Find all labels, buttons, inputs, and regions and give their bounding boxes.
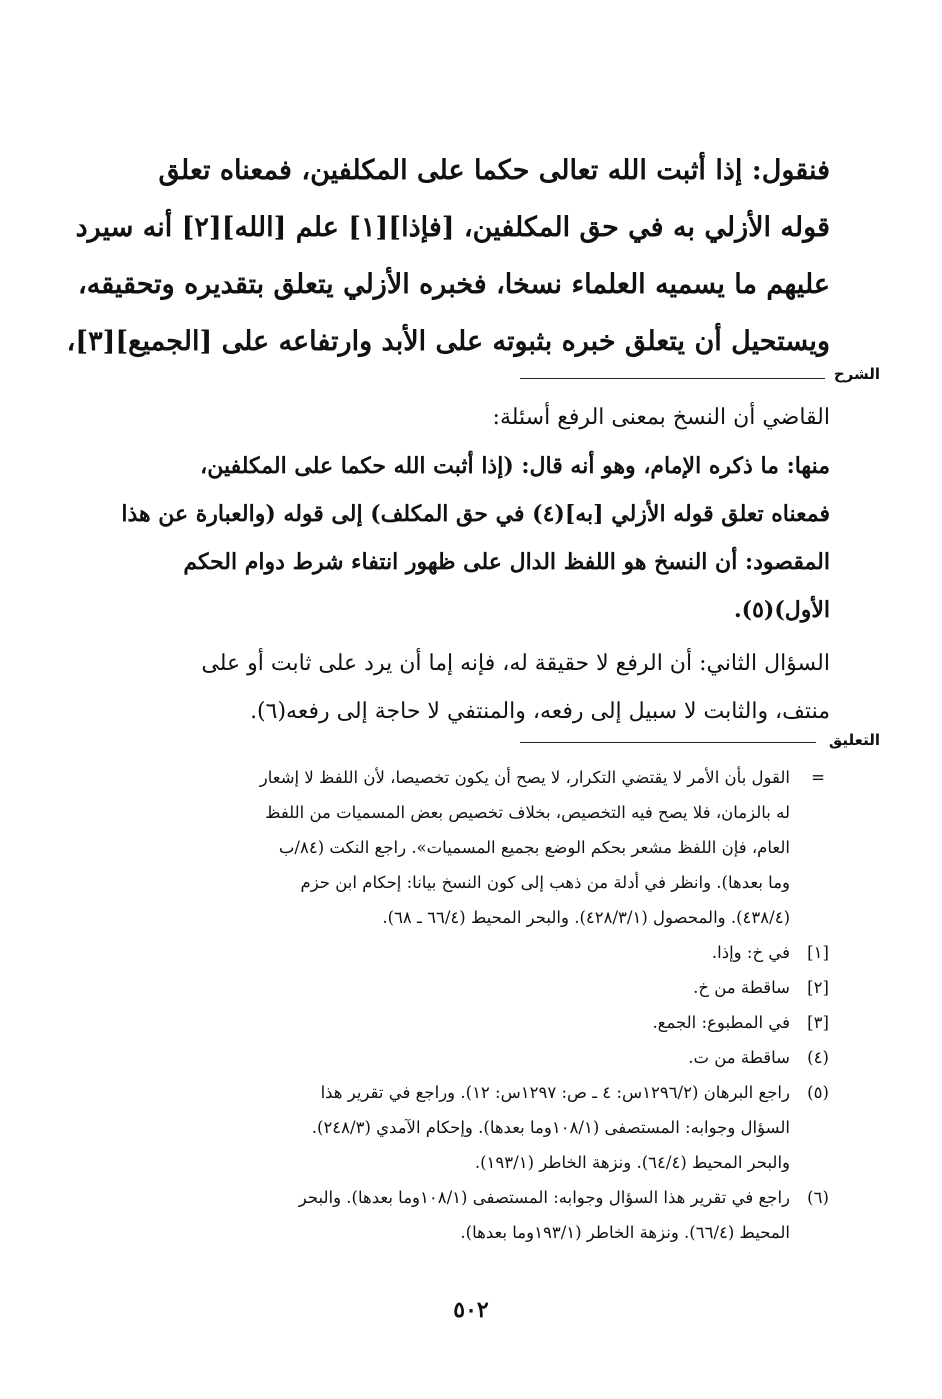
sharh-line: منها: ما ذكره الإمام، وهو أنه قال: (إذا أثبت الله حكما على المكلفين،: [200, 453, 830, 479]
page-number: ٥٠٢: [453, 1297, 489, 1323]
footnote-item: [118, 970, 838, 1005]
taliq-label: التعليق: [828, 731, 880, 749]
sharh-line: منتف، والثابت لا سبيل إلى رفعه، والمنتفي لا حاجة إلى رفعه(٦).: [250, 699, 830, 724]
main-line: فنقول: إذا أثبت الله تعالى حكما على المكلفين، فمعناه تعلق: [158, 155, 830, 186]
footnote-marker: (٤): [807, 1048, 829, 1067]
footnote-line: والبحر المحيط (٦٤/٤). ونزهة الخاطر (١٩٣/١).: [474, 1153, 790, 1172]
footnote-line: العام، فإن اللفظ مشعر بحكم الوضع بجميع المسميات». راجع النكت (٨٤/ب: [278, 838, 790, 857]
footnotes: [118, 760, 838, 1250]
footnote-line: في المطبوع: الجمع.: [652, 1013, 790, 1032]
footnote-line: السؤال وجوابه: المستصفى (١٠٨/١وما بعدها). وإحكام الآمدي (٢٤٨/٣).: [311, 1118, 790, 1137]
footnote-marker: (٦): [807, 1188, 829, 1207]
footnote-item: [118, 1180, 838, 1215]
sharh-line: السؤال الثاني: أن الرفع لا حقيقة له، فإنه إما أن يرد على ثابت أو على: [201, 651, 830, 676]
footnote-marker: [٣]: [807, 1013, 829, 1032]
main-line: قوله الأزلي به في حق المكلفين، [فإذا][١] علم [الله][٢] أنه سيرد: [75, 212, 830, 243]
footnote-marker: [١]: [807, 943, 829, 962]
footnote-line: المحيط (٦٦/٤). ونزهة الخاطر (١٩٣/١وما بعدها).: [460, 1223, 790, 1242]
footnote-line: في خ: وإذا.: [711, 943, 790, 962]
footnote-marker: (٥): [807, 1083, 829, 1102]
footnote-line: (٤٣٨/٤). والمحصول (٤٢٨/٣/١). والبحر المحيط (٦٦/٤ ـ ٦٨).: [382, 908, 790, 927]
footnote-line: وما بعدها). وانظر في أدلة من ذهب إلى كون النسخ بيانا: إحكام ابن حزم: [300, 873, 790, 892]
sharh-line: الأول)(٥).: [734, 597, 830, 623]
footnote-line: راجع في تقرير هذا السؤال وجوابه: المستصفى (١٠٨/١وما بعدها). والبحر: [298, 1188, 790, 1207]
sharh-line: القاضي أن النسخ بمعنى الرفع أسئلة:: [492, 405, 830, 430]
main-line: عليهم ما يسميه العلماء نسخا، فخبره الأزلي يتعلق بتقديره وتحقيقه،: [78, 269, 830, 300]
footnote-line: راجع البرهان (١٢٩٦/٢س: ٤ ـ ص: ١٢٩٧س: ١٢). وراجع في تقرير هذا: [320, 1083, 790, 1102]
main-line: ويستحيل أن يتعلق خبره بثبوته على الأبد وارتفاعه على [الجميع][٣]،: [66, 326, 830, 357]
main-text: [66, 142, 830, 370]
footnote-marker: [٢]: [807, 978, 829, 997]
footnote-item: [118, 935, 838, 970]
footnote-item: [118, 1040, 838, 1075]
footnote-continuation: [118, 760, 838, 795]
footnote-line: القول بأن الأمر لا يقتضي التكرار، لا يصح أن يكون تخصيصا، لأن اللفظ لا إشعار: [259, 768, 790, 787]
sharh-line: فمعناه تعلق قوله الأزلي [به](٤) في حق المكلف) إلى قوله (والعبارة عن هذا: [121, 501, 830, 527]
footnote-line: ساقطة من ت.: [688, 1048, 790, 1067]
sharh-text: [118, 394, 830, 736]
taliq-divider: [520, 742, 816, 743]
sharh-label: الشرح: [833, 365, 880, 383]
footnote-line: له بالزمان، فلا يصح فيه التخصيص، بخلاف تخصيص بعض المسميات من اللفظ: [265, 803, 790, 822]
sharh-line: المقصود: أن النسخ هو اللفظ الدال على ظهور انتفاء شرط دوام الحكم: [183, 549, 830, 575]
footnote-line: ساقطة من خ.: [693, 978, 790, 997]
sharh-divider: [520, 378, 825, 379]
footnote-item: [118, 1075, 838, 1110]
footnote-item: [118, 1005, 838, 1040]
continuation-mark: =: [811, 768, 825, 787]
